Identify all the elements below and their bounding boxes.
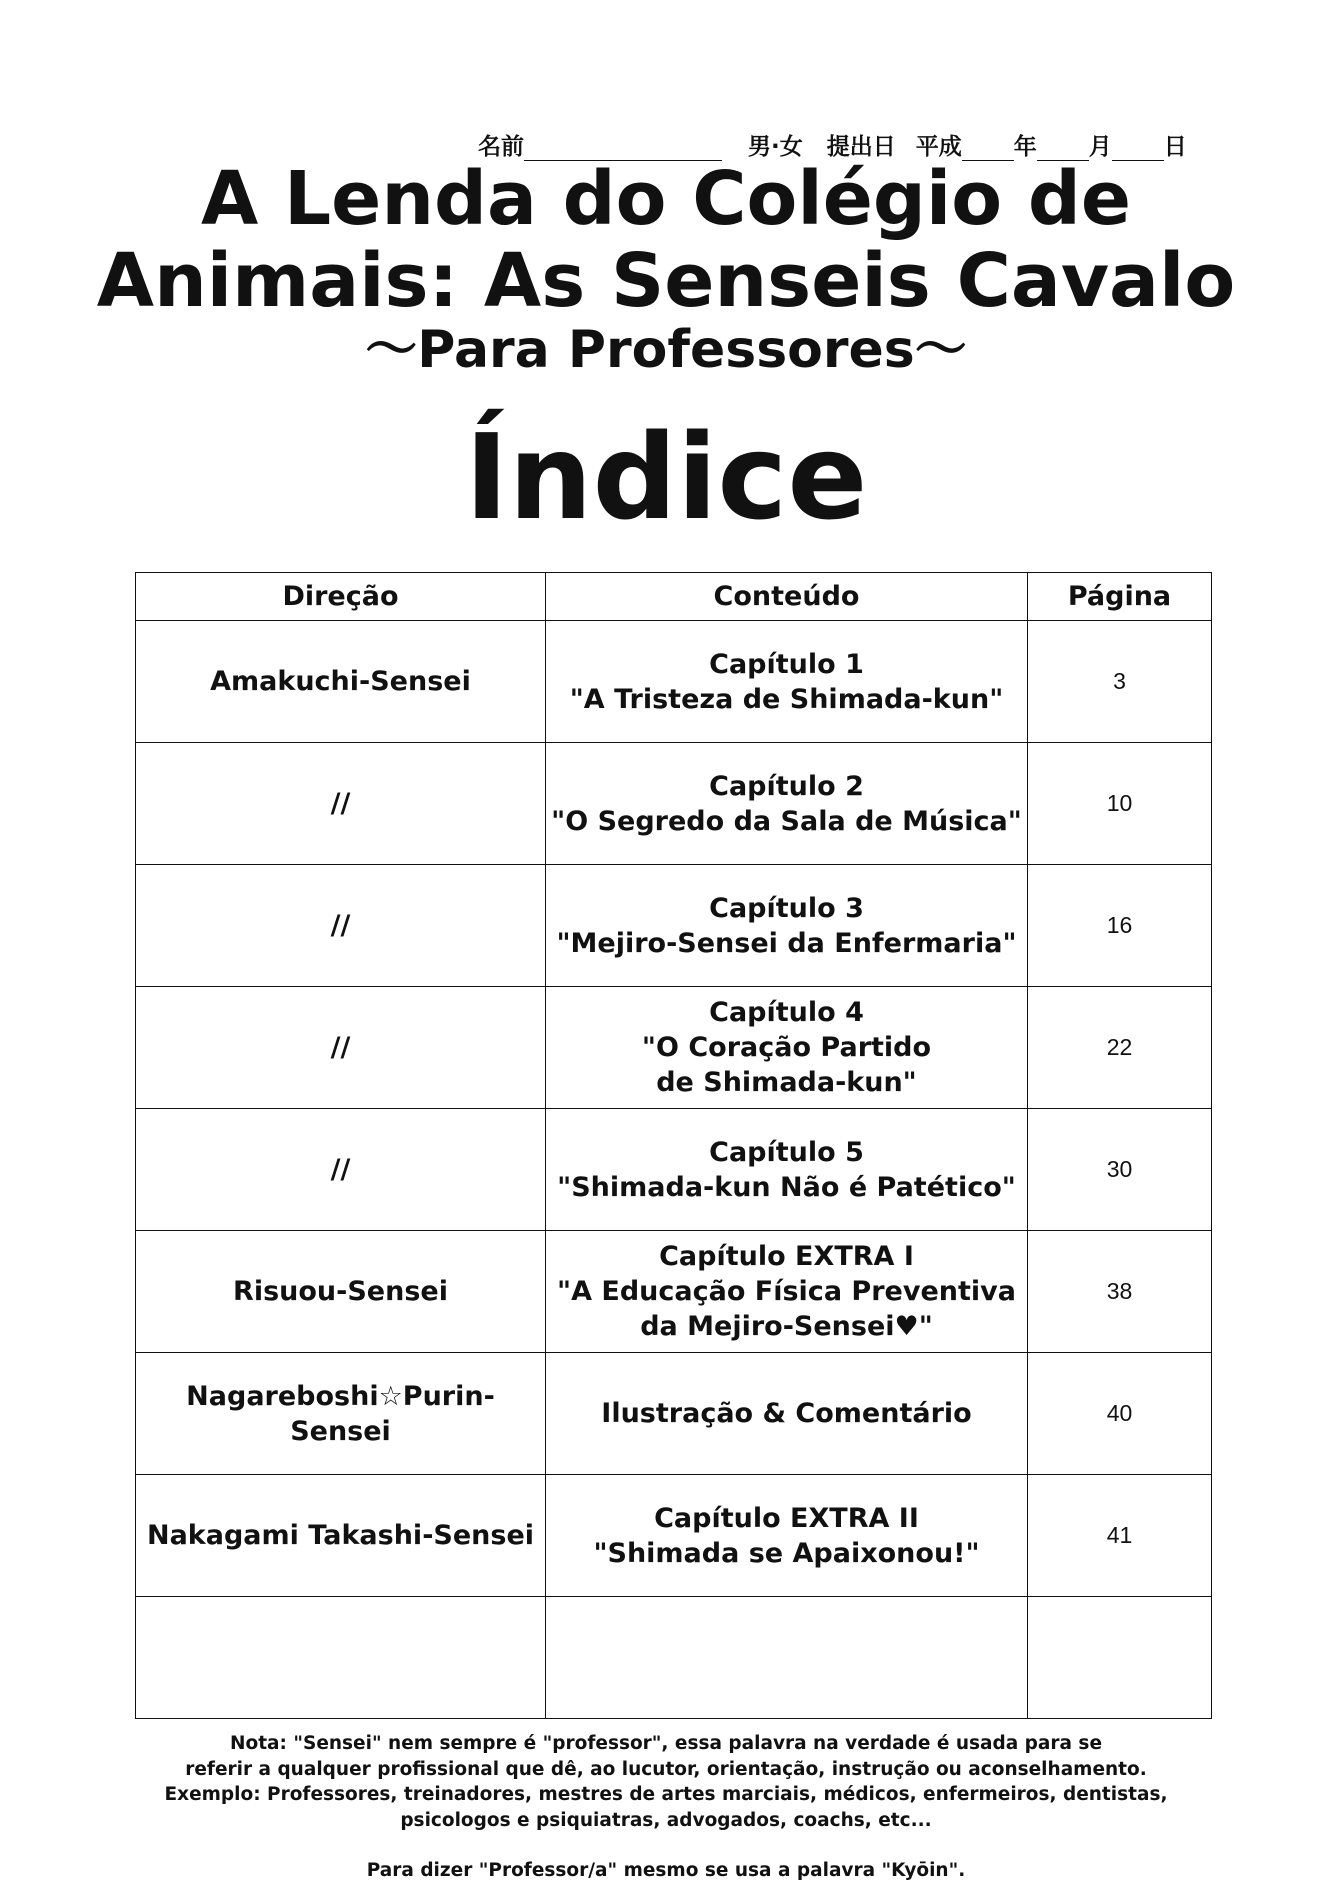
content-line: Capítulo EXTRA I (659, 1241, 914, 1272)
content-line: "Shimada se Apaixonou!" (593, 1537, 980, 1569)
index-heading: Índice (464, 408, 868, 546)
note-line-1: Nota: "Sensei" nem sempre é "professor", essa palavra na verdade é usada para se (230, 1733, 1102, 1754)
direction-cell: Amakuchi-Sensei (136, 621, 546, 743)
month-label: 月 (1088, 134, 1112, 160)
content-line: da Mejiro-Sensei♥" (640, 1311, 933, 1342)
content-line: "A Tristeza de Shimada-kun" (569, 683, 1004, 715)
toc-table (135, 572, 1212, 1719)
content-cell (546, 1109, 1028, 1231)
content-line: Capítulo 5 (709, 1136, 864, 1168)
page-cell: 40 (1028, 1353, 1212, 1475)
direction-cell: // (136, 987, 546, 1109)
header-page: Página (1028, 573, 1212, 621)
direction-cell: Risuou-Sensei (136, 1231, 546, 1353)
note-line-5: Para dizer "Professor/a" mesmo se usa a palavra "Kyōin". (366, 1860, 966, 1881)
direction-cell: // (136, 865, 546, 987)
content-line: "O Coração Partido (641, 1032, 932, 1063)
content-line: Capítulo 4 (709, 997, 864, 1028)
page-cell: 22 (1028, 987, 1212, 1109)
notes-block (0, 1731, 1332, 1884)
gender-options: 男·女 (748, 134, 803, 160)
page-cell: 41 (1028, 1475, 1212, 1597)
page-cell: 3 (1028, 621, 1212, 743)
direction-cell: Nagareboshi☆Purin-Sensei (136, 1353, 546, 1475)
content-line: "Shimada-kun Não é Patético" (557, 1171, 1016, 1203)
page-cell: 10 (1028, 743, 1212, 865)
direction-cell (136, 1597, 546, 1719)
submission-label: 提出日 (826, 134, 896, 160)
table-row (136, 865, 1212, 987)
toc-header-row (136, 573, 1212, 621)
title-line-1: A Lenda do Colégio de (200, 156, 1132, 242)
table-row (136, 1109, 1212, 1231)
subtitle: 〜Para Professores〜 (365, 320, 967, 380)
content-cell (546, 1231, 1028, 1353)
header-direction: Direção (136, 573, 546, 621)
content-line: Capítulo 2 (709, 770, 864, 802)
note-line-3: Exemplo: Professores, treinadores, mestres de artes marciais, médicos, enfermeiros, dentistas, (164, 1784, 1168, 1805)
page-cell (1028, 1597, 1212, 1719)
content-cell (546, 621, 1028, 743)
content-line: Capítulo EXTRA II (654, 1502, 919, 1534)
note-spacer (0, 1833, 1332, 1858)
direction-cell: Nakagami Takashi-Sensei (136, 1475, 546, 1597)
content-cell (546, 865, 1028, 987)
content-cell (546, 1597, 1028, 1719)
content-cell (546, 743, 1028, 865)
table-row (136, 1231, 1212, 1353)
content-cell (546, 1353, 1028, 1475)
title-block (0, 158, 1332, 380)
name-label: 名前 (478, 134, 524, 160)
content-cell (546, 987, 1028, 1109)
content-line: Ilustração & Comentário (601, 1398, 972, 1429)
page-cell: 16 (1028, 865, 1212, 987)
content-line: de Shimada-kun" (656, 1067, 917, 1098)
content-line: "A Educação Física Preventiva (557, 1276, 1016, 1307)
header-content: Conteúdo (546, 573, 1028, 621)
direction-cell: // (136, 743, 546, 865)
direction-cell: // (136, 1109, 546, 1231)
table-row-empty (136, 1597, 1212, 1719)
table-row (136, 1475, 1212, 1597)
content-line: "O Segredo da Sala de Música" (551, 805, 1022, 837)
year-label: 年 (1013, 134, 1037, 160)
table-row (136, 987, 1212, 1109)
table-row (136, 1353, 1212, 1475)
content-line: Capítulo 1 (709, 648, 864, 680)
page-cell: 30 (1028, 1109, 1212, 1231)
note-line-4: psicologos e psiquiatras, advogados, coachs, etc... (400, 1809, 932, 1831)
table-row (136, 621, 1212, 743)
page-cell: 38 (1028, 1231, 1212, 1353)
content-line: Capítulo 3 (709, 892, 864, 924)
note-line-2: referir a qualquer profissional que dê, ao lucutor, orientação, instrução ou aconselhamento. (185, 1758, 1147, 1780)
title-line-2: Animais: As Senseis Cavalo (96, 238, 1236, 324)
era-label: 平成 (915, 134, 962, 160)
content-cell (546, 1475, 1028, 1597)
content-line: "Mejiro-Sensei da Enfermaria" (556, 927, 1017, 959)
day-label: 日 (1163, 134, 1187, 160)
table-row (136, 743, 1212, 865)
